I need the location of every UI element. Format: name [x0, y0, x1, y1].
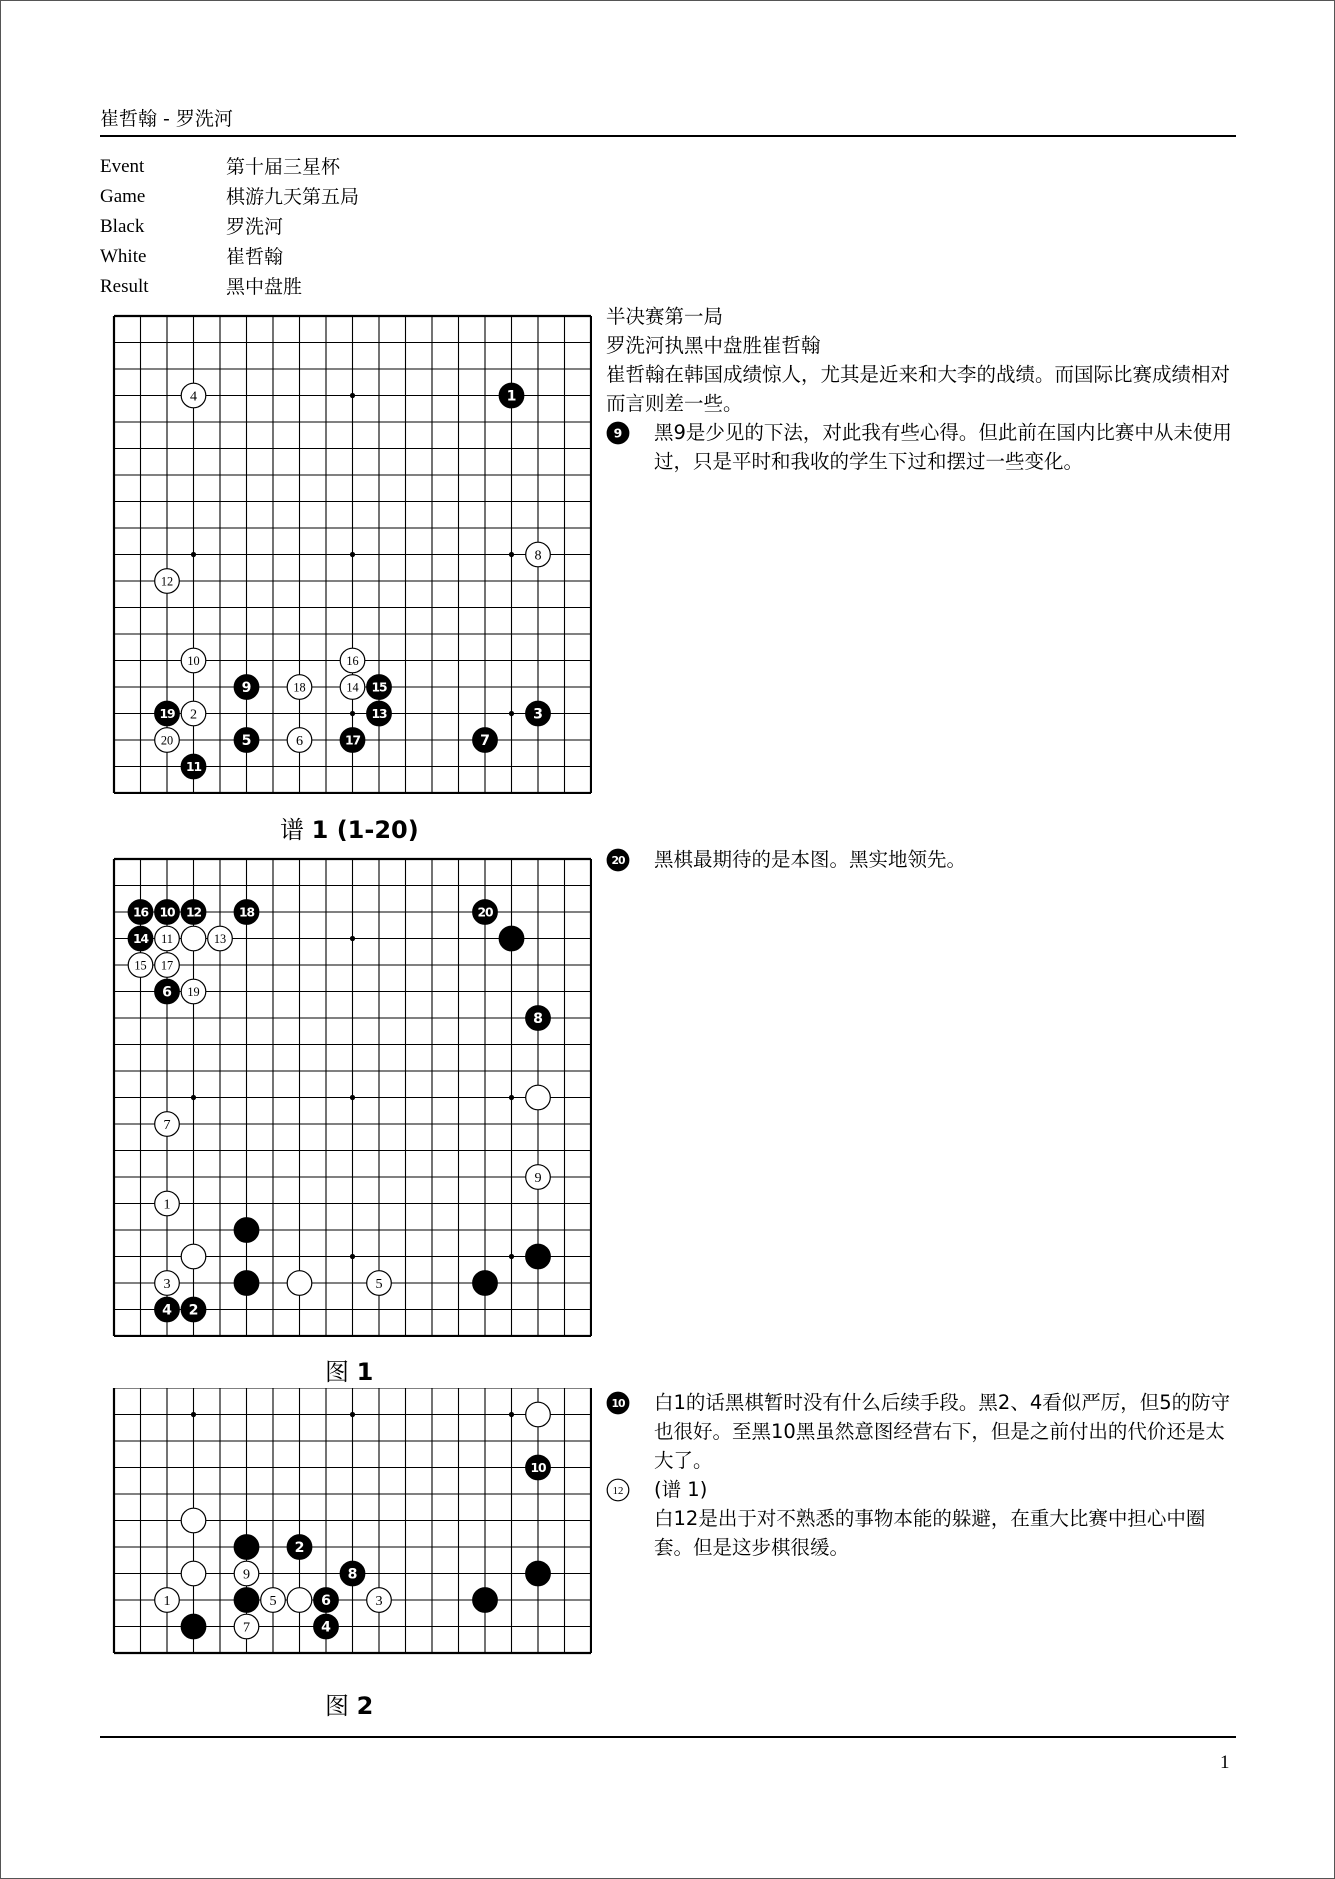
go-stone [234, 1218, 259, 1243]
svg-text:17: 17 [160, 958, 174, 973]
go-stone [499, 926, 524, 951]
commentary-item [606, 1388, 1236, 1475]
commentary-text: 白12是出于对不熟悉的事物本能的躲避，在重大比赛中担心中圈套。但是这步棋很缓。 [654, 1507, 1206, 1559]
go-stone [499, 383, 524, 408]
commentary-text: 黑9是少见的下法，对此我有些心得。但此前在国内比赛中从未使用过，只是平时和我收的学生下过和摆过一些变化。 [654, 421, 1232, 473]
go-board-figure-2 [110, 1388, 592, 1670]
info-row-result [100, 272, 359, 302]
go-stone [181, 979, 206, 1004]
move-marker-icon [606, 1391, 630, 1415]
header-rule [100, 135, 1236, 137]
move-marker-icon [606, 421, 630, 445]
svg-text:10: 10 [530, 1460, 546, 1475]
move-marker-icon [606, 1478, 630, 1502]
go-stone [340, 1561, 365, 1586]
go-stone [234, 728, 259, 753]
caption-number: 1 (1-20) [311, 816, 419, 844]
svg-text:17: 17 [344, 733, 361, 748]
svg-text:19: 19 [187, 984, 200, 999]
go-stone [340, 648, 365, 673]
go-stone [287, 728, 312, 753]
info-value: 崔哲翰 [226, 246, 284, 268]
svg-text:2: 2 [188, 1302, 199, 1319]
go-stone [181, 900, 206, 925]
go-stone [155, 728, 180, 753]
info-key: White [100, 246, 147, 267]
caption-number: 2 [356, 1692, 374, 1720]
go-stone [128, 900, 153, 925]
go-stone [234, 900, 259, 925]
info-key: Result [100, 276, 149, 297]
page-number: 1 [1220, 1752, 1230, 1773]
svg-text:16: 16 [346, 653, 359, 668]
go-stone [234, 1271, 259, 1296]
go-stone [526, 701, 551, 726]
svg-text:20: 20 [160, 733, 174, 748]
commentary-text: (谱 1) [654, 1478, 708, 1501]
info-value: 黑中盘胜 [226, 276, 303, 298]
svg-text:6: 6 [162, 984, 172, 1001]
svg-text:20: 20 [477, 905, 493, 920]
board-caption-2 [325, 1352, 373, 1387]
star-point [509, 552, 514, 557]
svg-text:6: 6 [321, 1593, 331, 1610]
go-stone [181, 1561, 206, 1586]
star-point [350, 1412, 355, 1417]
star-point [191, 1412, 196, 1417]
svg-text:14: 14 [132, 931, 149, 946]
svg-text:2: 2 [294, 1540, 305, 1557]
go-stone [155, 926, 180, 951]
commentary-item [606, 1475, 1236, 1504]
svg-text:1: 1 [163, 1196, 171, 1213]
go-board-kifu-1 [110, 312, 592, 794]
star-point [350, 936, 355, 941]
go-stone [526, 1455, 551, 1480]
svg-text:13: 13 [213, 931, 227, 946]
commentary-line: 崔哲翰在韩国成绩惊人，尤其是近来和大李的战绩。而国际比赛成绩相对而言则差一些。 [606, 363, 1231, 415]
go-stone [287, 1535, 312, 1560]
svg-text:5: 5 [375, 1276, 383, 1293]
go-stone [155, 953, 180, 978]
go-stone [526, 1006, 551, 1031]
go-stone [234, 675, 259, 700]
game-info-table [100, 152, 359, 302]
caption-prefix: 图 [325, 1358, 357, 1386]
go-stone [314, 1614, 339, 1639]
go-stone [526, 1244, 551, 1269]
commentary-item [606, 845, 1236, 874]
footer-rule [100, 1736, 1236, 1738]
info-row-black [100, 212, 359, 242]
go-stone [155, 1112, 180, 1137]
commentary-line: 半决赛第一局 [606, 305, 724, 328]
go-stone [181, 648, 206, 673]
caption-prefix: 谱 [280, 816, 312, 844]
go-stone [526, 1165, 551, 1190]
go-stone [526, 542, 551, 567]
star-point [350, 552, 355, 557]
star-point [350, 1254, 355, 1259]
svg-text:18: 18 [238, 905, 255, 920]
commentary-text: 黑棋最期待的是本图。黑实地领先。 [654, 848, 967, 871]
info-value: 第十届三星杯 [226, 156, 341, 178]
go-stone [181, 1244, 206, 1269]
go-stone [155, 1191, 180, 1216]
go-stone [181, 1508, 206, 1533]
go-stone [473, 728, 498, 753]
star-point [350, 711, 355, 716]
info-value: 罗洗河 [226, 216, 284, 238]
go-stone [155, 701, 180, 726]
svg-text:10: 10 [187, 653, 200, 668]
go-stone [234, 1588, 259, 1613]
move-marker-stone [607, 1392, 629, 1414]
svg-text:11: 11 [161, 931, 173, 946]
go-stone [234, 1561, 259, 1586]
go-stone [287, 1588, 312, 1613]
go-stone [128, 926, 153, 951]
document-title: 崔哲翰 - 罗洗河 [100, 108, 233, 130]
star-point [509, 711, 514, 716]
commentary-text: 白1的话黑棋暂时没有什么后续手段。黑2、4看似严厉，但5的防守也很好。至黑10黑虽然意图经营右下，但是之前付出的代价还是太大了。 [654, 1391, 1231, 1472]
info-row-white [100, 242, 359, 272]
go-stone [287, 1271, 312, 1296]
go-stone [155, 900, 180, 925]
svg-text:13: 13 [371, 706, 387, 721]
svg-text:4: 4 [321, 1619, 331, 1636]
svg-text:3: 3 [533, 706, 543, 723]
star-point [350, 1095, 355, 1100]
info-value: 棋游九天第五局 [226, 186, 360, 208]
go-stone [208, 926, 233, 951]
move-marker-icon [606, 848, 630, 872]
svg-text:5: 5 [269, 1593, 277, 1610]
go-stone [155, 569, 180, 594]
svg-text:8: 8 [533, 1011, 543, 1028]
go-stone [367, 675, 392, 700]
star-point [509, 1254, 514, 1259]
svg-text:11: 11 [185, 759, 202, 774]
svg-text:14: 14 [346, 680, 359, 695]
go-stone [340, 675, 365, 700]
svg-text:3: 3 [163, 1276, 171, 1293]
svg-text:19: 19 [159, 706, 175, 721]
go-stone [473, 900, 498, 925]
go-stone [526, 1561, 551, 1586]
commentary-item [606, 418, 1236, 476]
go-stone [340, 728, 365, 753]
svg-text:16: 16 [132, 905, 149, 920]
info-row-event [100, 152, 359, 182]
svg-text:3: 3 [375, 1593, 383, 1610]
go-stone [526, 1085, 551, 1110]
svg-text:12: 12 [160, 574, 174, 589]
svg-text:15: 15 [371, 680, 387, 695]
go-stone [367, 701, 392, 726]
go-stone [367, 1271, 392, 1296]
svg-text:1: 1 [506, 388, 517, 405]
svg-text:15: 15 [134, 958, 147, 973]
go-stone [155, 1588, 180, 1613]
svg-text:4: 4 [162, 1302, 172, 1319]
go-stone [128, 953, 153, 978]
svg-text:6: 6 [295, 733, 304, 750]
svg-text:9: 9 [613, 425, 623, 441]
go-stone [367, 1588, 392, 1613]
move-marker-stone [607, 422, 629, 444]
go-stone [181, 1614, 206, 1639]
svg-text:18: 18 [293, 680, 306, 695]
info-key: Event [100, 156, 145, 177]
commentary-section-2 [606, 845, 1236, 874]
go-stone [155, 979, 180, 1004]
svg-text:5: 5 [241, 733, 252, 750]
go-stone [234, 1614, 259, 1639]
go-stone [473, 1271, 498, 1296]
caption-prefix: 图 [325, 1692, 357, 1720]
svg-text:7: 7 [163, 1117, 171, 1134]
go-stone [287, 675, 312, 700]
star-point [350, 393, 355, 398]
go-stone [181, 926, 206, 951]
star-point [509, 1412, 514, 1417]
commentary-section-3 [606, 1388, 1236, 1562]
svg-text:8: 8 [347, 1566, 358, 1583]
go-stone [234, 1535, 259, 1560]
svg-text:9: 9 [242, 1566, 251, 1583]
info-key: Game [100, 186, 146, 207]
go-stone [261, 1588, 286, 1613]
go-stone [155, 1297, 180, 1322]
svg-text:8: 8 [534, 547, 542, 564]
go-board-figure-1 [110, 855, 592, 1337]
svg-text:7: 7 [480, 733, 490, 750]
go-stone [181, 701, 206, 726]
move-marker-stone [607, 849, 629, 871]
svg-text:2: 2 [189, 706, 198, 723]
info-row-game [100, 182, 359, 212]
commentary-section-1 [606, 302, 1236, 476]
go-stone [314, 1588, 339, 1613]
svg-text:9: 9 [534, 1170, 542, 1187]
star-point [191, 1095, 196, 1100]
move-marker-stone [607, 1479, 629, 1501]
svg-text:7: 7 [242, 1619, 251, 1636]
caption-number: 1 [356, 1358, 374, 1386]
svg-text:20: 20 [611, 853, 625, 867]
board-caption-3 [325, 1686, 373, 1721]
svg-text:12: 12 [612, 1484, 624, 1497]
go-stone [526, 1402, 551, 1427]
svg-text:10: 10 [159, 905, 175, 920]
go-stone [473, 1588, 498, 1613]
info-key: Black [100, 216, 145, 237]
svg-text:10: 10 [611, 1396, 625, 1410]
go-stone [181, 1297, 206, 1322]
svg-text:12: 12 [185, 905, 202, 920]
svg-text:1: 1 [163, 1593, 171, 1610]
go-stone [181, 383, 206, 408]
commentary-line: 罗洗河执黑中盘胜崔哲翰 [606, 334, 821, 357]
svg-text:9: 9 [241, 680, 252, 697]
svg-text:4: 4 [189, 388, 198, 405]
go-stone [181, 754, 206, 779]
board-caption-1 [280, 810, 419, 845]
star-point [509, 1095, 514, 1100]
go-stone [155, 1271, 180, 1296]
star-point [191, 552, 196, 557]
